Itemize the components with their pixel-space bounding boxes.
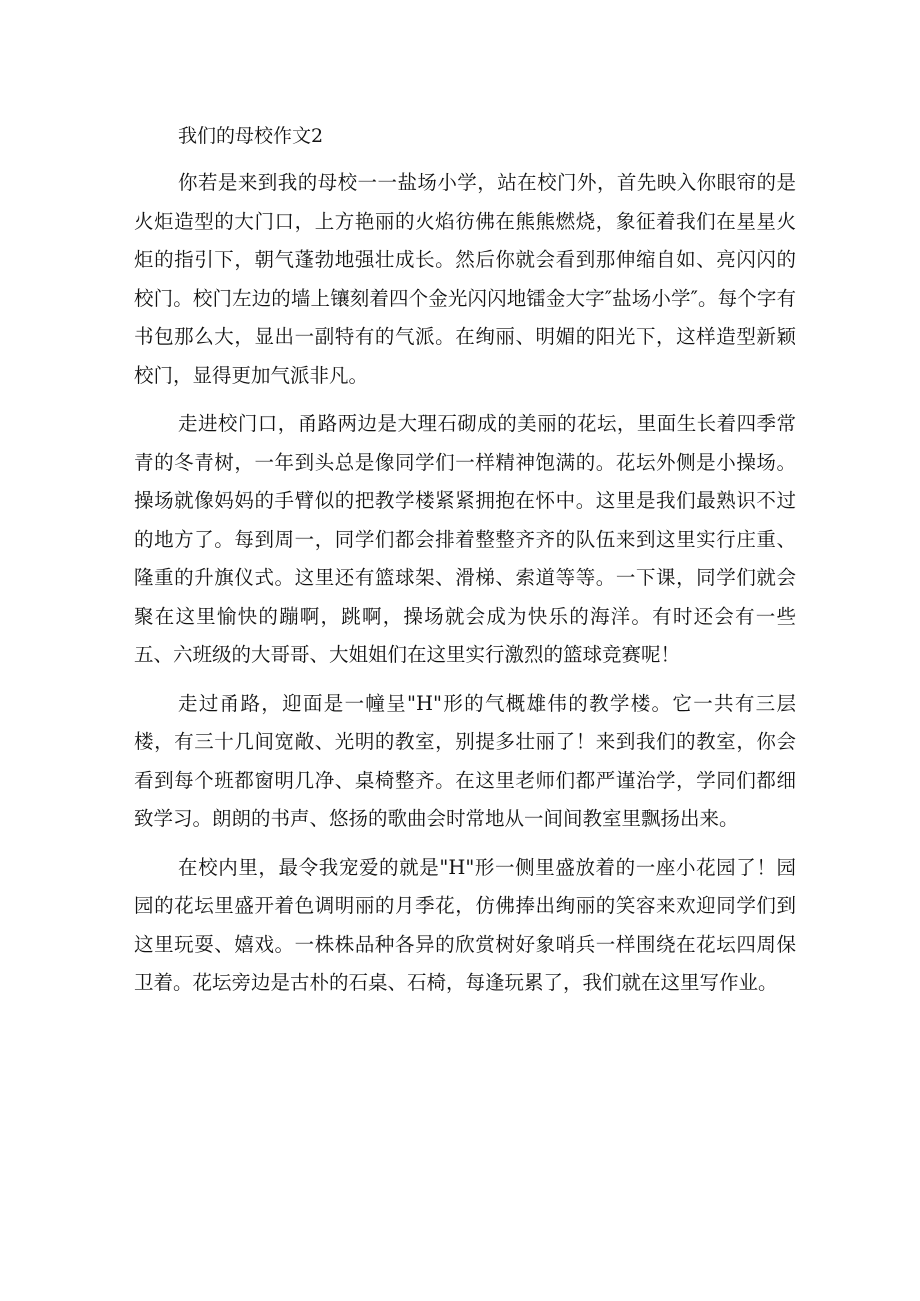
paragraph-teaching-building: 走过甬路，迎面是一幢呈"H"形的气概雄伟的教学楼。它一共有三层楼，有三十几间宽敞、光明的教室，别提多壮丽了！来到我们的教室，你会看到每个班都窗明几净、桌椅整齐。在这里老师们都严谨治学，学同们都细致学习。朗朗的书声、悠扬的歌曲会时常地从一间间教室里飘扬出来。 bbox=[134, 691, 796, 830]
paragraph-garden: 在校内里，最令我宠爱的就是"H"形一侧里盛放着的一座小花园了！园园的花坛里盛开着色调明丽的月季花，仿佛捧出绚丽的笑容来欢迎同学们到这里玩耍、嬉戏。一株株品种各异的欣赏树好象哨兵一样围绕在花坛四周保卫着。花坛旁边是古朴的石桌、石椅，每逢玩累了，我们就在这里写作业。 bbox=[134, 855, 796, 994]
paragraph-playground: 走进校门口，甬路两边是大理石砌成的美丽的花坛，里面生长着四季常青的冬青树，一年到头总是像同学们一样精神饱满的。花坛外侧是小操场。操场就像妈妈的手臂似的把教学楼紧紧拥抱在怀中。这里是我们最熟识不过的地方了。每到周一，同学们都会排着整整齐齐的队伍来到这里实行庄重、隆重的升旗仪式。这里还有篮球架、滑梯、索道等等。一下课，同学们就会聚在这里愉快的蹦啊，跳啊，操场就会成为快乐的海洋。有时还会有一些五、六班级的大哥哥、大姐姐们在这里实行激烈的篮球竞赛呢！ bbox=[134, 412, 796, 666]
document-page bbox=[134, 116, 796, 1003]
paragraph-school-gate: 你若是来到我的母校一一盐场小学，站在校门外，首先映入你眼帘的是火炬造型的大门口，上方艳丽的火焰彷佛在熊熊燃烧，象征着我们在星星火炬的指引下，朝气蓬勃地强壮成长。然后你就会看到那伸缩自如、亮闪闪的校门。校门左边的墙上镶刻着四个金光闪闪地镭金大字″盐场小学″。每个字有书包那么大，显出一副特有的气派。在绚丽、明媚的阳光下，这样造型新颖校门，显得更加气派非凡。 bbox=[134, 171, 796, 387]
document-title: 我们的母校作文2 bbox=[178, 125, 324, 147]
